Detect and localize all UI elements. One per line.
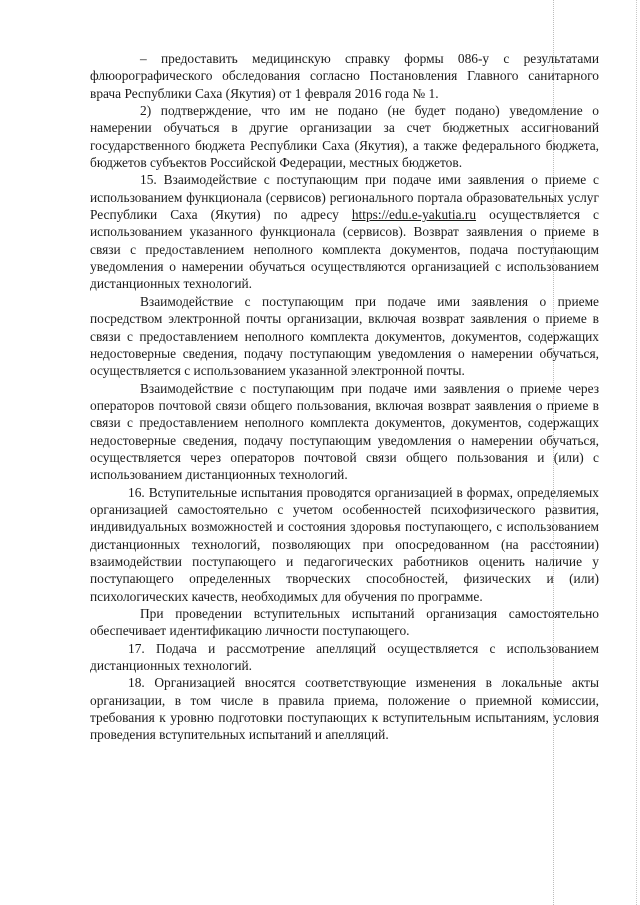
paragraph-email-interaction: Взаимодействие с поступающим при подаче ими заявления о приеме посредством электронной почты организации, включая возврат заявления о приеме в связи с предоставлением неполного комплекта документов, документов, содержащих недостоверные сведения, подачу поступающим уведомления о намерении обучаться, осуществляется с использованием указанной электронной почты. [90, 293, 599, 379]
scan-edge-line [636, 0, 638, 905]
portal-link[interactable]: https://edu.e-yakutia.ru [351, 207, 477, 223]
paragraph-18: 18. Организацией вносятся соответствующие изменения в локальные акты организации, в том числе в правила приема, положение о приемной комиссии, требования к уровню подготовки поступающих к вступительным испытаниям, условия проведения вступительных испытаний и апелляций. [90, 675, 599, 743]
paragraph-item-2: 2) подтверждение, что им не подано (не будет подано) уведомление о намерении обучаться в другие организации за счет бюджетных ассигнований государственного бюджета Республики Саха (Якутия), а также федерального бюджета, бюджетов субъектов Российской Федерации, местных бюджетов. [90, 103, 599, 171]
paragraph-16: 16. Вступительные испытания проводятся организацией в формах, определяемых организацией самостоятельно с учетом особенностей психофизического развития, индивидуальных возможностей и состояния здоровья поступающего, с использованием дистанционных технологий, позволяющих при опосредованном (на расстоянии) взаимодействии поступающего и педагогических работников оценить наличие у поступающего определенных творческих способностей, физических и (или) психологических качеств, необходимых для обучения по программе. [90, 484, 599, 604]
paragraph-15-text: 15. Взаимодействие с поступающим при подаче ими заявления о приеме с использованием функционала (сервисов) регионального портала образовательных услуг Республики Саха (Якутия) по адресу [90, 172, 599, 223]
paragraph-15-text-cont: осуществляется с использованием указанного функционала (сервисов). Возврат заявления о приеме в связи с предоставлением неполного комплекта документов, подача поступающим уведомления о намерении обучаться осуществляются организацией с использованием дистанционных технологий. [90, 207, 600, 292]
paragraph-15 [90, 171, 599, 292]
paragraph-identification: При проведении вступительных испытаний организация самостоятельно обеспечивает идентификацию личности поступающего. [90, 606, 599, 639]
paragraph-medical-certificate: – предоставить медицинскую справку формы 086-у с результатами флюорографического обследования согласно Постановления Главного санитарного врача Республики Саха (Якутия) от 1 февраля 2016 года № 1. [90, 51, 599, 101]
paragraph-17: 17. Подача и рассмотрение апелляций осуществляется с использованием дистанционных технологий. [90, 640, 599, 674]
document-body [90, 50, 599, 744]
paragraph-postal-interaction: Взаимодействие с поступающим при подаче ими заявления о приеме через операторов почтовой связи общего пользования, включая возврат заявления о приеме в связи с предоставлением неполного комплекта документов, документов, содержащих недостоверные сведения, подачу поступающим уведомления о намерении обучаться, осуществляется через операторов почтовой связи общего пользования и (или) с использованием дистанционных технологий. [90, 380, 599, 483]
